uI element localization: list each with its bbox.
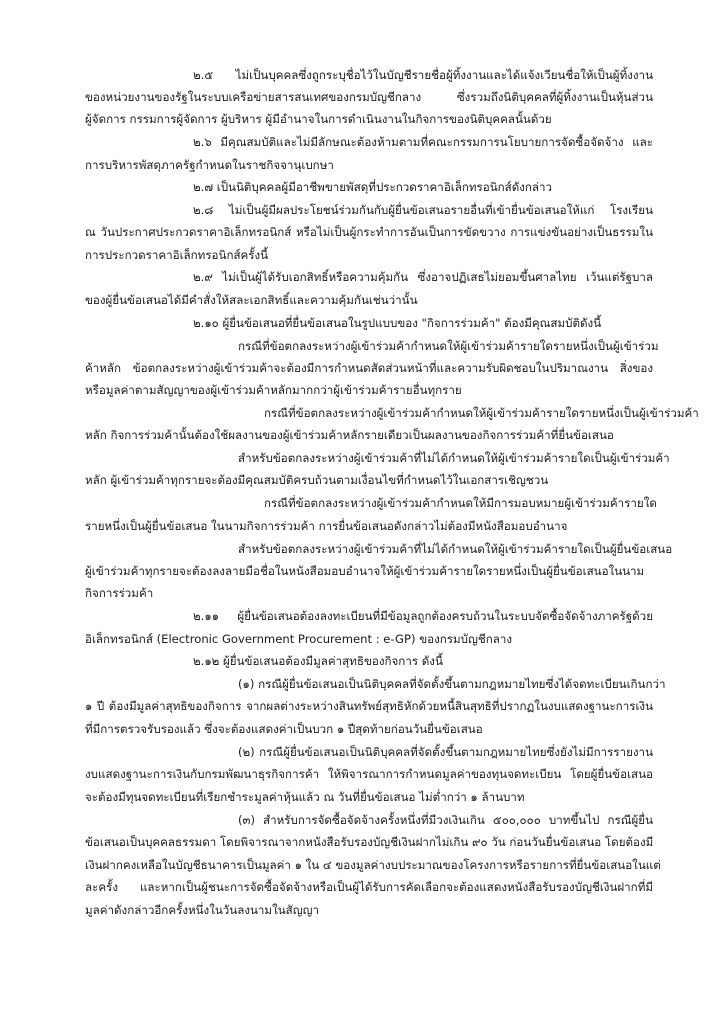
clause-2-10-p5-line-1: สำหรับข้อตกลงระหว่างผู้เข้าร่วมค้าที่ไม่ได้กำหนดให้ผู้เข้าร่วมค้ารายใดเป็นผู้ยื่นข้อเสนอ [238,542,673,556]
clause-2-9-line-1: ๒.๙ ไม่เป็นผู้ได้รับเอกสิทธิ์หรือความคุ้มกัน ซึ่งอาจปฏิเสธไม่ยอมขึ้นศาลไทย เว้นแต่รัฐบาล [193,270,653,284]
clause-2-10-p4-line-1: กรณีที่ข้อตกลงระหว่างผู้เข้าร่วมค้ากำหนดให้มีการมอบหมายผู้เข้าร่วมค้ารายใด [264,496,657,510]
clause-2-11-line-2: อิเล็กทรอนิกส์ (Electronic Government Procurement : e-GP) ของกรมบัญชีกลาง [85,632,513,646]
clause-2-12-item-3-line-4: ละครั้ง และหากเป็นผู้ชนะการจัดซื้อจัดจ้างหรือเป็นผู้ได้รับการคัดเลือกจะต้องแสดงหนังสือรับรองบัญชีเงินฝากที่มี [85,880,653,894]
clause-2-12-item-3-line-5: มูลค่าดังกล่าวอีกครั้งหนึ่งในวันลงนามในสัญญา [85,903,319,917]
clause-2-12-item-3-line-2: ข้อเสนอเป็นบุคคลธรรมดา โดยพิจารณาจากหนังสือรับรองบัญชีเงินฝากไม่เกิน ๙๐ วัน ก่อนวันยื่นข้อเสนอ โดยต้องมี [85,835,654,849]
clause-2-8-line-1: ๒.๘ ไม่เป็นผู้มีผลประโยชน์ร่วมกันกับผู้ยื่นข้อเสนอรายอื่นที่เข้ายื่นข้อเสนอให้แก่ โรงเรียน [193,203,653,217]
clause-2-10-p5-line-2: ผู้เข้าร่วมค้าทุกรายจะต้องลงลายมือชื่อในหนังสือมอบอำนาจให้ผู้เข้าร่วมค้ารายใดรายหนึ่งเป็นผู้ยื่นข้อเสนอในนาม [85,564,645,578]
clause-2-12-item-2-line-3: จะต้องมีทุนจดทะเบียนที่เรียกชำระมูลค่าหุ้นแล้ว ณ วันที่ยื่นข้อเสนอ ไม่ต่ำกว่า ๑ ล้านบาท [85,790,525,804]
clause-2-12-item-3-line-3: เงินฝากคงเหลือในบัญชีธนาคารเป็นมูลค่า ๑ ใน ๔ ของมูลค่างบประมาณของโครงการหรือรายการที่ยื่นข้อเสนอในแต่ [85,858,661,872]
clause-2-10-p1-line-1: กรณีที่ข้อตกลงระหว่างผู้เข้าร่วมค้ากำหนดให้ผู้เข้าร่วมค้ารายใดรายหนึ่งเป็นผู้เข้าร่วม [238,339,659,353]
clause-2-5-line-1: ๒.๕ ไม่เป็นบุคคลซึ่งถูกระบุชื่อไว้ในบัญชีรายชื่อผู้ทิ้งงานและได้แจ้งเวียนชื่อให้เป็นผู้ทิ้งงาน [193,68,653,82]
clause-2-12-item-2-line-2: งบแสดงฐานะการเงินกับกรมพัฒนาธุรกิจการค้า ให้พิจารณาการกำหนดมูลค่าของทุนจดทะเบียน โดยผู้ยื่นข้อเสนอ [85,767,653,781]
clause-2-5-line-2: ของหน่วยงานของรัฐในระบบเครือข่ายสารสนเทศของกรมบัญชีกลาง ซึ่งรวมถึงนิติบุคคลที่ผู้ทิ้งงานเป็นหุ้นส่วน [85,90,653,104]
clause-2-10-p1-line-2: ค้าหลัก ข้อตกลงระหว่างผู้เข้าร่วมค้าจะต้องมีการกำหนดสัดส่วนหน้าที่และความรับผิดชอบในปริมาณงาน สิ่งของ [85,361,653,375]
clause-2-8-line-3: การประกวดราคาอิเล็กทรอนิกส์ครั้งนี้ [85,248,269,262]
clause-2-10-p3-line-2: หลัก ผู้เข้าร่วมค้าทุกรายจะต้องมีคุณสมบัติครบถ้วนตามเงื่อนไขที่กำหนดไว้ในเอกสารเชิญชวน [85,473,549,487]
clause-2-5-line-3: ผู้จัดการ กรรมการผู้จัดการ ผู้บริหาร ผู้มีอำนาจในการดำเนินงานในกิจการของนิติบุคคลนั้นด้วย [85,112,552,126]
clause-2-12-item-3-line-1: (๓) สำหรับการจัดซื้อจัดจ้างครั้งหนึ่งที่มีวงเงินเกิน ๕๐๐,๐๐๐ บาทขึ้นไป กรณีผู้ยื่น [238,813,653,827]
clause-2-12-item-2-line-1: (๒) กรณีผู้ยื่นข้อเสนอเป็นนิติบุคคลที่จัดตั้งขึ้นตามกฎหมายไทยซึ่งยังไม่มีการรายงาน [238,745,653,759]
clause-2-6-line-1: ๒.๖ มีคุณสมบัติและไม่มีลักษณะต้องห้ามตามที่คณะกรรมการนโยบายการจัดซื้อจัดจ้าง และ [193,135,653,149]
clause-2-10-p5-line-3: กิจการร่วมค้า [85,586,154,600]
clause-2-12-item-1-line-3: ที่มีการตรวจรับรองแล้ว ซึ่งจะต้องแสดงค่าเป็นบวก ๑ ปีสุดท้ายก่อนวันยื่นข้อเสนอ [85,722,483,736]
clause-2-10-p1-line-3: หรือมูลค่าตามสัญญาของผู้เข้าร่วมค้าหลักมากกว่าผู้เข้าร่วมค้ารายอื่นทุกราย [85,383,462,397]
clause-2-7-line-1: ๒.๗ เป็นนิติบุคคลผู้มีอาชีพขายพัสดุที่ประกวดราคาอิเล็กทรอนิกส์ดังกล่าว [193,180,553,194]
clause-2-10-p2-line-1: กรณีที่ข้อตกลงระหว่างผู้เข้าร่วมค้ากำหนดให้ผู้เข้าร่วมค้ารายใดรายหนึ่งเป็นผู้เข้าร่วมค้า [264,406,699,420]
clause-2-10-p3-line-1: สำหรับข้อตกลงระหว่างผู้เข้าร่วมค้าที่ไม่ได้กำหนดให้ผู้เข้าร่วมค้ารายใดเป็นผู้เข้าร่วมค้า [238,451,670,465]
clause-2-9-line-2: ของผู้ยื่นข้อเสนอได้มีคำสั่งให้สละเอกสิทธิ์และความคุ้มกันเช่นว่านั้น [85,293,418,307]
clause-2-11-line-1: ๒.๑๑ ผู้ยื่นข้อเสนอต้องลงทะเบียนที่มีข้อมูลถูกต้องครบถ้วนในระบบจัดซื้อจัดจ้างภาครัฐด้วย [193,609,653,623]
clause-2-6-line-2: การบริหารพัสดุภาครัฐกำหนดในราชกิจจานุเบกษา [85,158,334,172]
clause-2-10-p2-line-2: หลัก กิจการร่วมค้านั้นต้องใช้ผลงานของผู้เข้าร่วมค้าหลักรายเดียวเป็นผลงานของกิจการร่วมค้าที่ยื่นข้อเสนอ [85,428,614,442]
clause-2-10-p4-line-2: รายหนึ่งเป็นผู้ยื่นข้อเสนอ ในนามกิจการร่วมค้า การยื่นข้อเสนอดังกล่าวไม่ต้องมีหนังสือมอบอำนาจ [85,519,568,533]
clause-2-12-item-1-line-1: (๑) กรณีผู้ยื่นข้อเสนอเป็นนิติบุคคลที่จัดตั้งขึ้นตามกฎหมายไทยซึ่งได้จดทะเบียนเกินกว่า [238,677,666,691]
clause-2-12-heading: ๒.๑๒ ผู้ยื่นข้อเสนอต้องมีมูลค่าสุทธิของกิจการ ดังนี้ [193,654,443,668]
clause-2-12-item-1-line-2: ๑ ปี ต้องมีมูลค่าสุทธิของกิจการ จากผลต่างระหว่างสินทรัพย์สุทธิหักด้วยหนี้สินสุทธิที่ปรากฏในงบแสดงฐานะการเงิน [85,699,653,713]
clause-2-8-line-2: ณ วันประกาศประกวดราคาอิเล็กทรอนิกส์ หรือไม่เป็นผู้กระทำการอันเป็นการขัดขวาง การแข่งขันอย่างเป็นธรรมใน [85,225,653,239]
clause-2-10-heading: ๒.๑๐ ผู้ยื่นข้อเสนอที่ยื่นข้อเสนอในรูปแบบของ "กิจการร่วมค้า" ต้องมีคุณสมบัติดังนี้ [193,316,602,330]
